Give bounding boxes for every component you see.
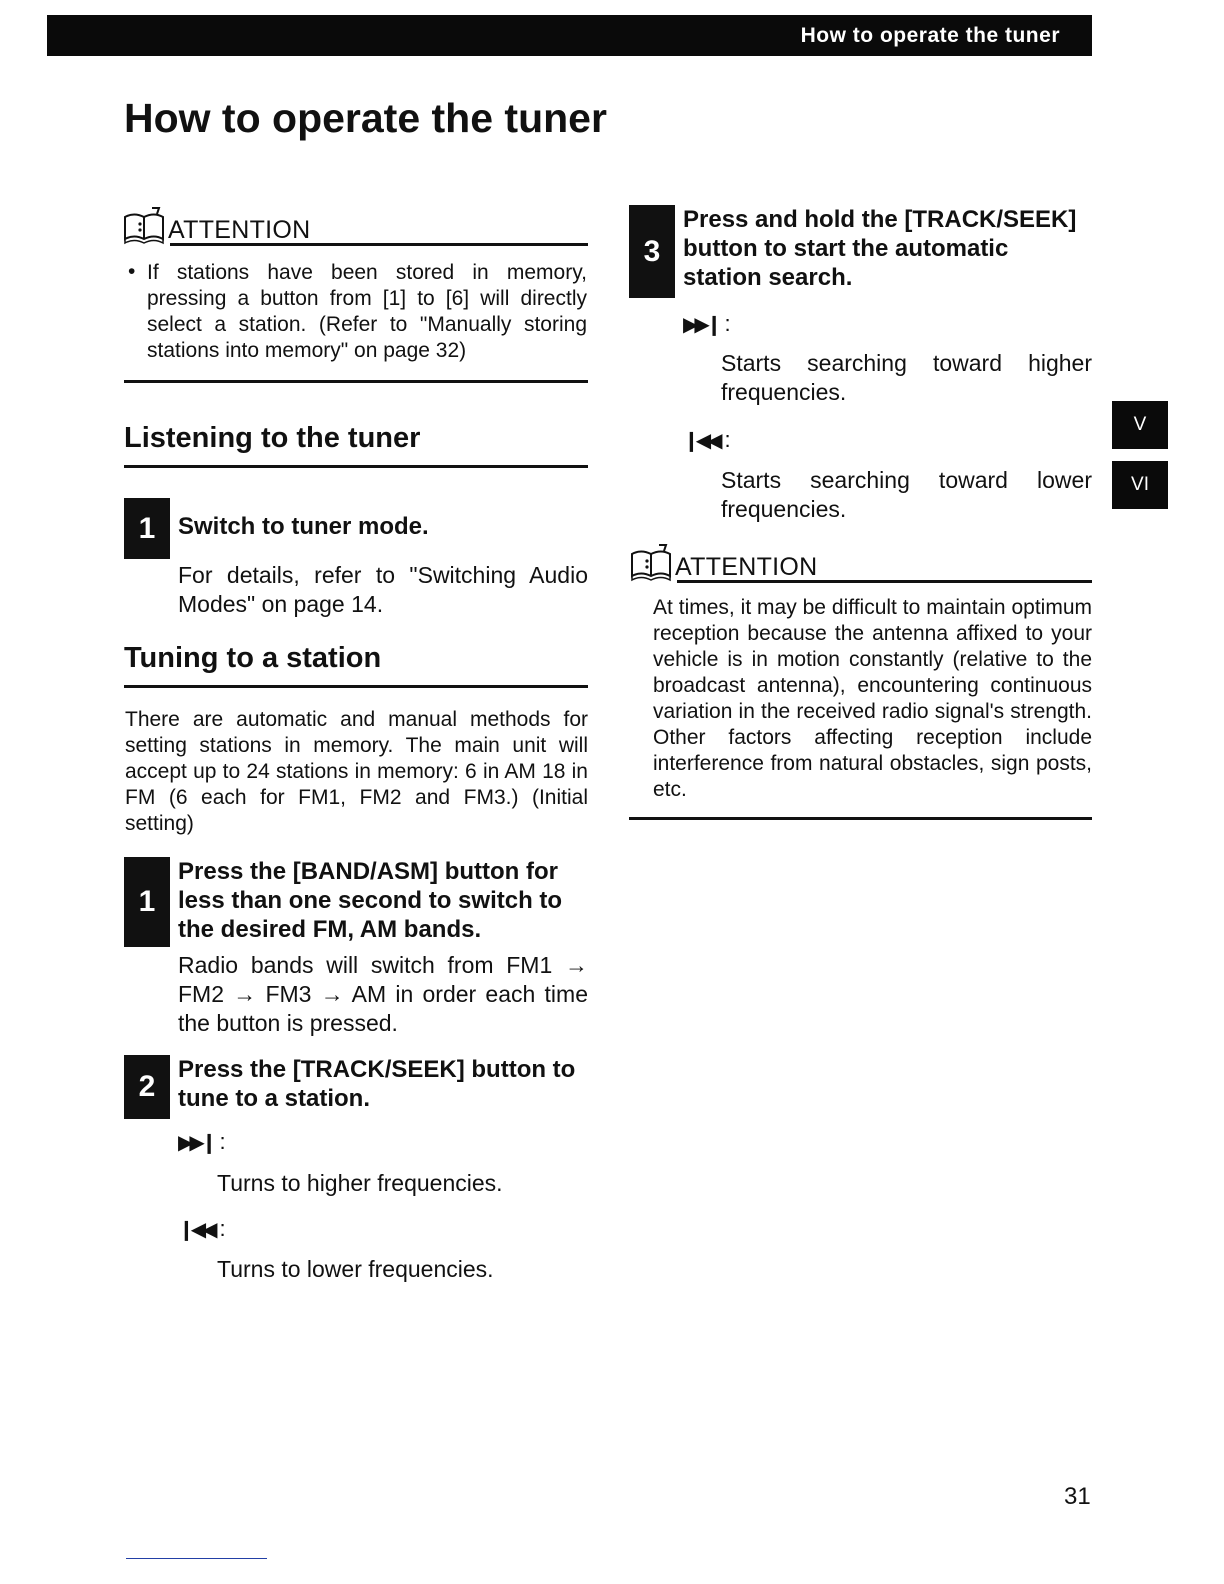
seek-prev-description: Turns to lower frequencies. (217, 1256, 494, 1282)
search-next-description: Starts searching toward higher frequencies. (721, 350, 1092, 405)
attention-box-2 (629, 542, 1092, 820)
listening-section (124, 422, 588, 468)
step-number-badge: 1 (124, 498, 170, 559)
step-title-band-asm: Press the [BAND/ASM] button for less than one second to switch to the desired FM, AM bands. (178, 858, 563, 943)
colon: : (724, 311, 731, 336)
seek-backward-icon: ❙◀◀ (178, 1219, 214, 1241)
section-rule (124, 685, 588, 688)
step-body-switch-mode: For details, refer to "Switching Audio Modes" on page 14. (178, 562, 588, 617)
step-number-badge: 3 (629, 205, 675, 298)
footer-line (126, 1558, 267, 1559)
attention-text: If stations have been stored in memory, pressing a button from [1] to [6] will directly select a station. (Refer to "Manually storing stations into memory" on page 32) (147, 261, 587, 362)
seek-backward-icon: ❙◀◀ (683, 430, 719, 452)
attention-bottom-rule (124, 380, 588, 383)
search-prev-description: Starts searching toward lower frequencies. (721, 467, 1092, 522)
search-next-row (683, 311, 731, 337)
page-number: 31 (1064, 1483, 1091, 1510)
seek-next-row (178, 1129, 226, 1155)
colon: : (219, 1216, 226, 1241)
attention-box-1 (122, 205, 588, 383)
chapter-tab-v[interactable]: V (1112, 401, 1168, 449)
seek-prev-row (178, 1216, 226, 1242)
step-number-badge: 1 (124, 857, 170, 947)
tuning-section (124, 642, 588, 688)
step-number-badge: 2 (124, 1055, 170, 1119)
chapter-tab-vi[interactable]: VI (1112, 461, 1168, 509)
attention-heading: ATTENTION (168, 216, 311, 244)
attention-text: At times, it may be difficult to maintain optimum reception because the antenna affixed to your vehicle is in motion constantly (relative to the broadcast antenna), encountering continuous variation in the received radio signal's strength. Other factors affecting reception include interference from natural obstacles, sign posts, etc. (653, 596, 1092, 801)
seek-next-description: Turns to higher frequencies. (217, 1170, 503, 1196)
section-rule (124, 465, 588, 468)
tuning-intro: There are automatic and manual methods for setting stations in memory. The main unit will accept up to 24 stations in memory: 6 in AM 18 in FM (6 each for FM1, FM2 and FM3.) (Initial setting) (125, 708, 588, 835)
open-book-attention-icon (122, 205, 166, 245)
step-body-band-asm: Radio bands will switch from FM1 → FM2 → FM3 → AM in order each time the button is pressed. (178, 952, 588, 1036)
open-book-attention-icon (629, 542, 673, 582)
bullet: • (128, 260, 136, 283)
attention-heading: ATTENTION (675, 553, 818, 581)
seek-forward-icon: ▶▶❙ (178, 1132, 214, 1154)
section-heading-tuning: Tuning to a station (124, 642, 382, 674)
seek-forward-icon: ▶▶❙ (683, 314, 719, 336)
attention-bottom-rule (629, 817, 1092, 820)
page-title: How to operate the tuner (124, 95, 607, 141)
section-heading-listening: Listening to the tuner (124, 422, 421, 454)
search-prev-row (683, 427, 731, 453)
running-header-bar (47, 15, 1092, 56)
step-title-switch-mode: Switch to tuner mode. (178, 513, 429, 540)
step-title-auto-search: Press and hold the [TRACK/SEEK] button to start the automatic station search. (683, 206, 1077, 291)
step-title-track-seek: Press the [TRACK/SEEK] button to tune to a station. (178, 1056, 576, 1112)
colon: : (724, 427, 731, 452)
running-header-title: How to operate the tuner (800, 24, 1060, 47)
colon: : (219, 1129, 226, 1154)
